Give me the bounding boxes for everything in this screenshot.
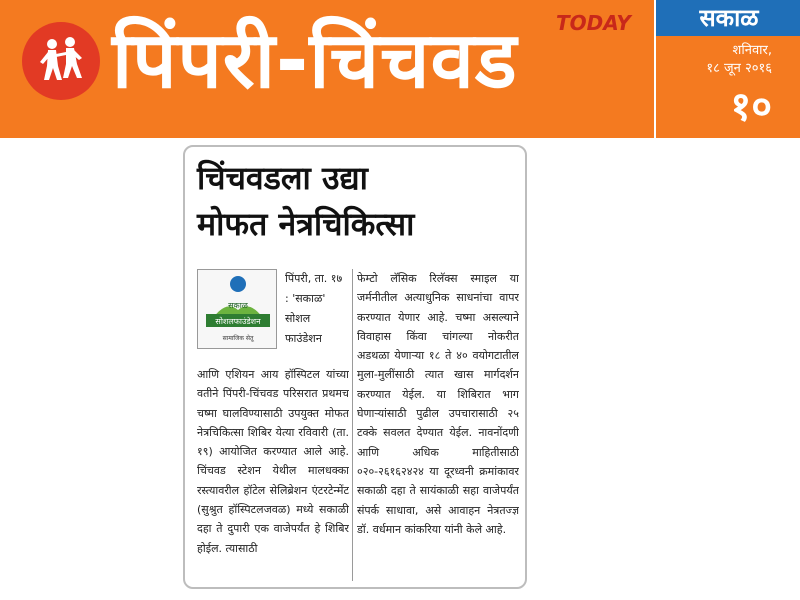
article-column-1: आणि एशियन आय हॉस्पिटल यांच्या वतीने पिंपरी-चिंचवड परिसरात प्रथमच चष्मा घालविण्यासाठी उपयुक्त मोफत नेत्रचिकित्सा शिबिर येत्या रविवारी (ता. १९) आयोजित करण्यात आले आहे. चिंचवड स्टेशन येथील मालधक्का रस्त्यावरील हॉटेल सेलिब्रेशन एंटरटेन्मेंट (सुश्रुत हॉस्पिटलजवळ) मध्ये सकाळी दहा ते दुपारी एक वाजेपर्यंत हे शिबिर होईल. त्यासाठी (197, 368, 349, 555)
foundation-logo (197, 269, 277, 349)
foundation-emblem-icon (198, 270, 278, 350)
headline-line-2: मोफत नेत्रचिकित्सा (197, 205, 415, 243)
news-clipping (183, 145, 527, 589)
edition-weekday: शनिवार, (732, 43, 772, 58)
article-headline (197, 155, 517, 255)
edition-box (654, 0, 800, 138)
today-tag: TODAY (556, 11, 631, 35)
article-dateline: पिंपरी, ता. १७ : 'सकाळ' सोशल फाउंडेशन (285, 272, 343, 345)
running-figures-icon (22, 22, 100, 100)
headline-line-1: चिंचवडला उद्या (197, 159, 368, 197)
edition-date: १८ जून २०१६ (706, 61, 772, 76)
foundation-logo-name: सोशलफाउंडेशन (215, 317, 261, 326)
foundation-logo-top-word: सकाळ (228, 301, 248, 310)
masthead-logo (22, 22, 100, 100)
masthead-title: पिंपरी-चिंचवड (112, 16, 518, 106)
column-divider (352, 269, 353, 581)
foundation-logo-tagline: सामाजिक सेतू (222, 335, 254, 342)
brand-name: सकाळ (656, 0, 800, 36)
page-number: १० (730, 84, 772, 130)
article-column-2: फेम्टो लॅसिक रिलॅक्स स्माइल या जर्मनीतील अत्याधुनिक साधनांचा वापर करण्यात येणार आहे. चष्मा असल्याने विवाहास किंवा चांगल्या नोकरीत अडथळा येणाऱ्या १८ ते ४० वयोगटातील मुला-मुलींसाठी त्यात खास मार्गदर्शन करण्यात येईल. या शिबिरात भाग घेणाऱ्यांसाठी पुढील उपचारासाठी २५ टक्के सवलत देण्यात येईल. नावनोंदणी आणि अधिक माहितीसाठी ०२०-२६१६२४२४ या दूरध्वनी क्रमांकावर सकाळी दहा ते सायंकाळी सहा वाजेपर्यंत संपर्क साधावा, असे आवाहन नेत्रतज्ज्ञ डॉ. वर्धमान कांकरिया यांनी केले आहे. (357, 272, 519, 536)
masthead (0, 0, 800, 138)
